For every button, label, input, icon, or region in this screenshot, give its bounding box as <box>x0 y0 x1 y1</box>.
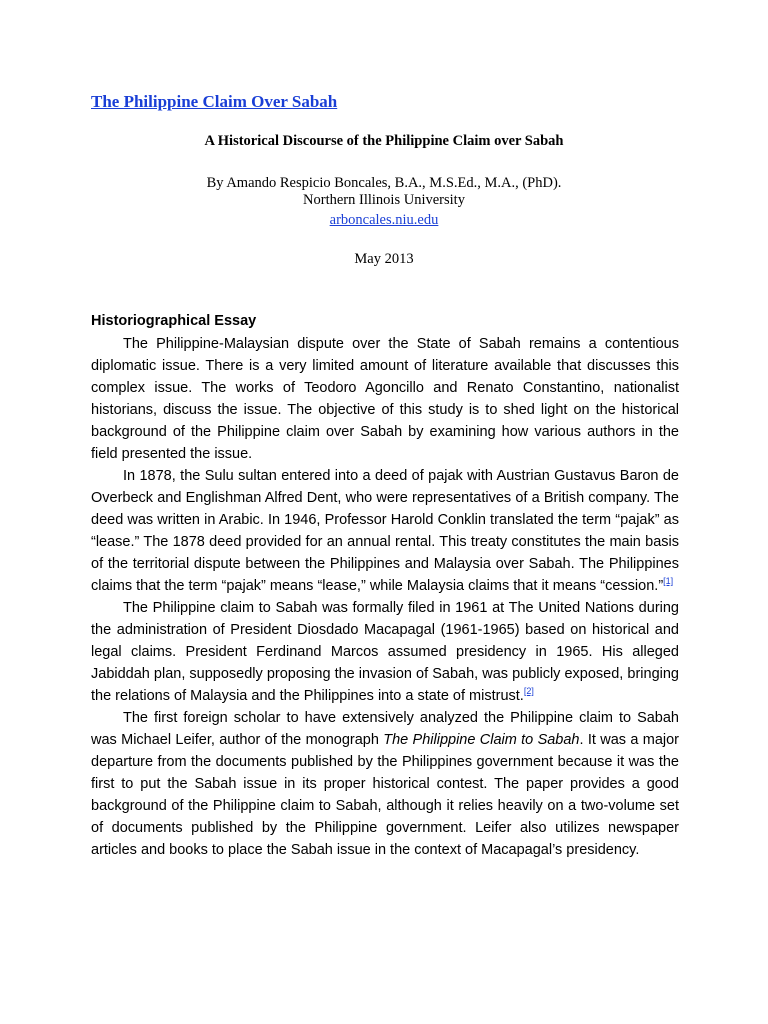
paragraph-3-text: The Philippine claim to Sabah was formally filed in 1961 at The United Nations during the administration of President Diosdado Macapagal (1961-1965) based on historical and legal claims. President Ferdinand Marcos assumed presidency in 1965. His alleged Jabiddah plan, supposedly proposing the invasion of Sabah, was publicly exposed, bringing the relations of Malaysia and the Philippines into a state of mistrust. <box>91 600 679 704</box>
footnote-link-1[interactable]: [1] <box>663 576 674 587</box>
paragraph-2 <box>91 465 679 597</box>
document-title-link[interactable]: The Philippine Claim Over Sabah <box>91 92 338 111</box>
document-subtitle: A Historical Discourse of the Philippine Claim over Sabah <box>204 133 564 149</box>
footnote-link-2[interactable]: [2] <box>523 686 534 697</box>
paragraph-1: The Philippine-Malaysian dispute over the State of Sabah remains a contentious diplomatic issue. There is a very limited amount of literature available that discusses this complex issue. The works of Teodoro Agoncillo and Renato Constantino, nationalist historians, discuss the issue. The objective of this study is to shed light on the historical background of the Philippine claim over Sabah by examining how various authors in the field presented the issue. <box>91 336 679 462</box>
essay-body <box>91 333 679 861</box>
author-byline: By Amando Respicio Boncales, B.A., M.S.Ed., M.A., (PhD). <box>206 175 562 191</box>
paragraph-4 <box>91 707 679 861</box>
paragraph-4-text-start: The first foreign scholar to have extensively analyzed the Philippine claim to Sabah was Michael Leifer, author of the monograph <box>91 710 679 748</box>
section-heading: Historiographical Essay <box>91 313 257 329</box>
paragraph-4-text-end: . It was a major departure from the documents published by the Philippines government because it was the first to put the Sabah issue in its proper historical contest. The paper provides a good background of the Philippine claim to Sabah, although it relies heavily on a two-volume set of documents published by the Philippine government. Leifer also utilizes newspaper articles and books to place the Sabah issue in the context of Macapagal’s presidency. <box>91 732 679 858</box>
author-affiliation: Northern Illinois University <box>303 192 465 208</box>
monograph-title: The Philippine Claim to Sabah <box>383 732 580 748</box>
paragraph-2-text: In 1878, the Sulu sultan entered into a deed of pajak with Austrian Gustavus Baron de Overbeck and Englishman Alfred Dent, who were representatives of a British company. The deed was written in Arabic. In 1946, Professor Harold Conklin translated the term “pajak” as “lease.” The 1878 deed provided for an annual rental. This treaty constitutes the main basis of the territorial dispute between the Philippines and Malaysia over Sabah. The Philippines claims that the term “pajak” means “lease,” while Malaysia claims that it means “cession.” <box>91 468 679 594</box>
author-email-link[interactable]: arboncales.niu.edu <box>329 212 439 228</box>
paragraph-3 <box>91 597 679 707</box>
document-date: May 2013 <box>354 251 414 267</box>
